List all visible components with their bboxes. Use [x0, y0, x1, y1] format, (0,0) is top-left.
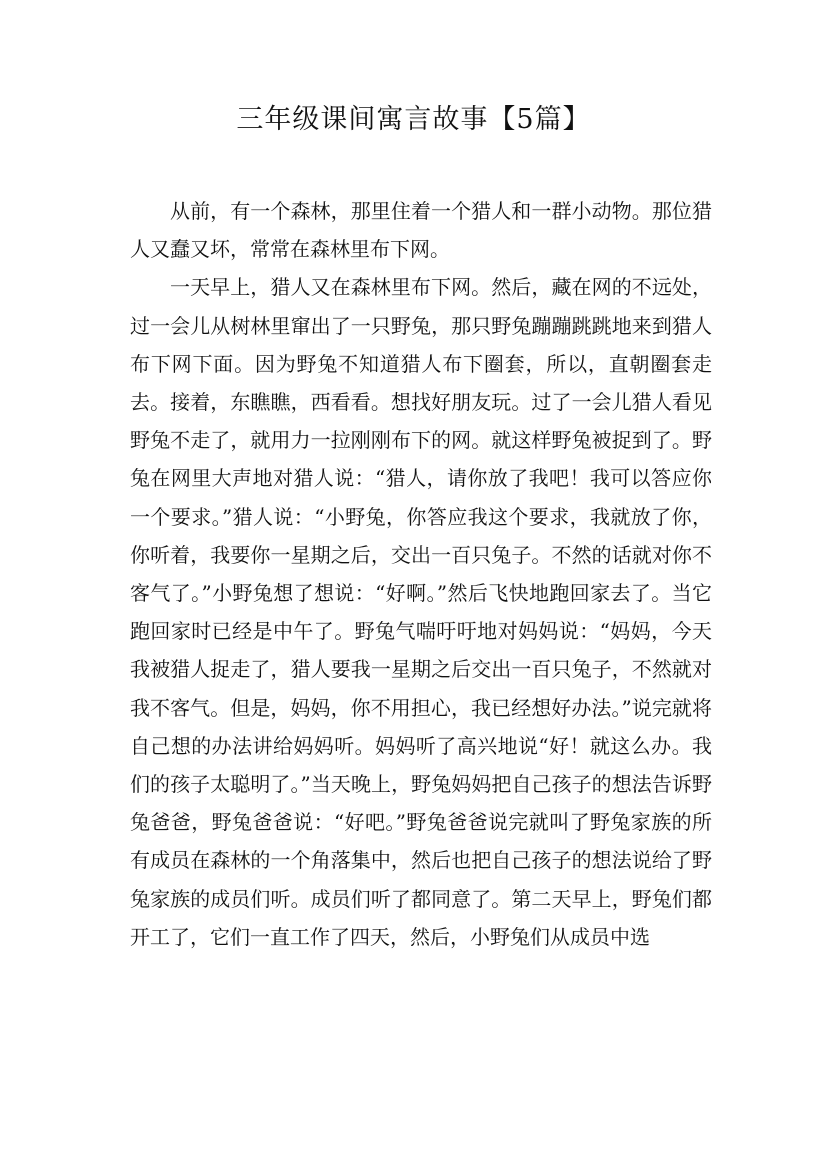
document-title: 三年级课间寓言故事【5篇】	[236, 104, 591, 135]
document-body	[130, 192, 712, 956]
paragraph-2: 一天早上，猎人又在森林里布下网。然后，藏在网的不远处，过一会儿从树林里窜出了一只野兔，那只野兔蹦蹦跳跳地来到猎人布下网下面。因为野兔不知道猎人布下圈套，所以，直朝圈套走去。接着，东瞧瞧，西看看。想找好朋友玩。过了一会儿猎人看见野兔不走了，就用力一拉刚刚布下的网。就这样野兔被捉到了。野兔在网里大声地对猎人说：“猎人，请你放了我吧！我可以答应你一个要求。”猎人说：“小野兔，你答应我这个要求，我就放了你，你听着，我要你一星期之后，交出一百只兔子。不然的话就对你不客气了。”小野兔想了想说：“好啊。”然后飞快地跑回家去了。当它跑回家时已经是中午了。野兔气喘吁吁地对妈妈说：“妈妈，今天我被猎人捉走了，猎人要我一星期之后交出一百只兔子，不然就对我不客气。但是，妈妈，你不用担心，我已经想好办法。”说完就将自己想的办法讲给妈妈听。妈妈听了高兴地说“好！就这么办。我们的孩子太聪明了。”当天晚上，野兔妈妈把自己孩子的想法告诉野兔爸爸，野兔爸爸说：“好吧。”野兔爸爸说完就叫了野兔家族的所有成员在森林的一个角落集中，然后也把自己孩子的想法说给了野兔家族的成员们听。成员们听了都同意了。第二天早上，野兔们都开工了，它们一直工作了四天，然后，小野兔们从成员中选	[130, 275, 712, 949]
paragraph-1: 从前，有一个森林，那里住着一个猎人和一群小动物。那位猎人又蠢又坏，常常在森林里布下网。	[130, 199, 712, 262]
